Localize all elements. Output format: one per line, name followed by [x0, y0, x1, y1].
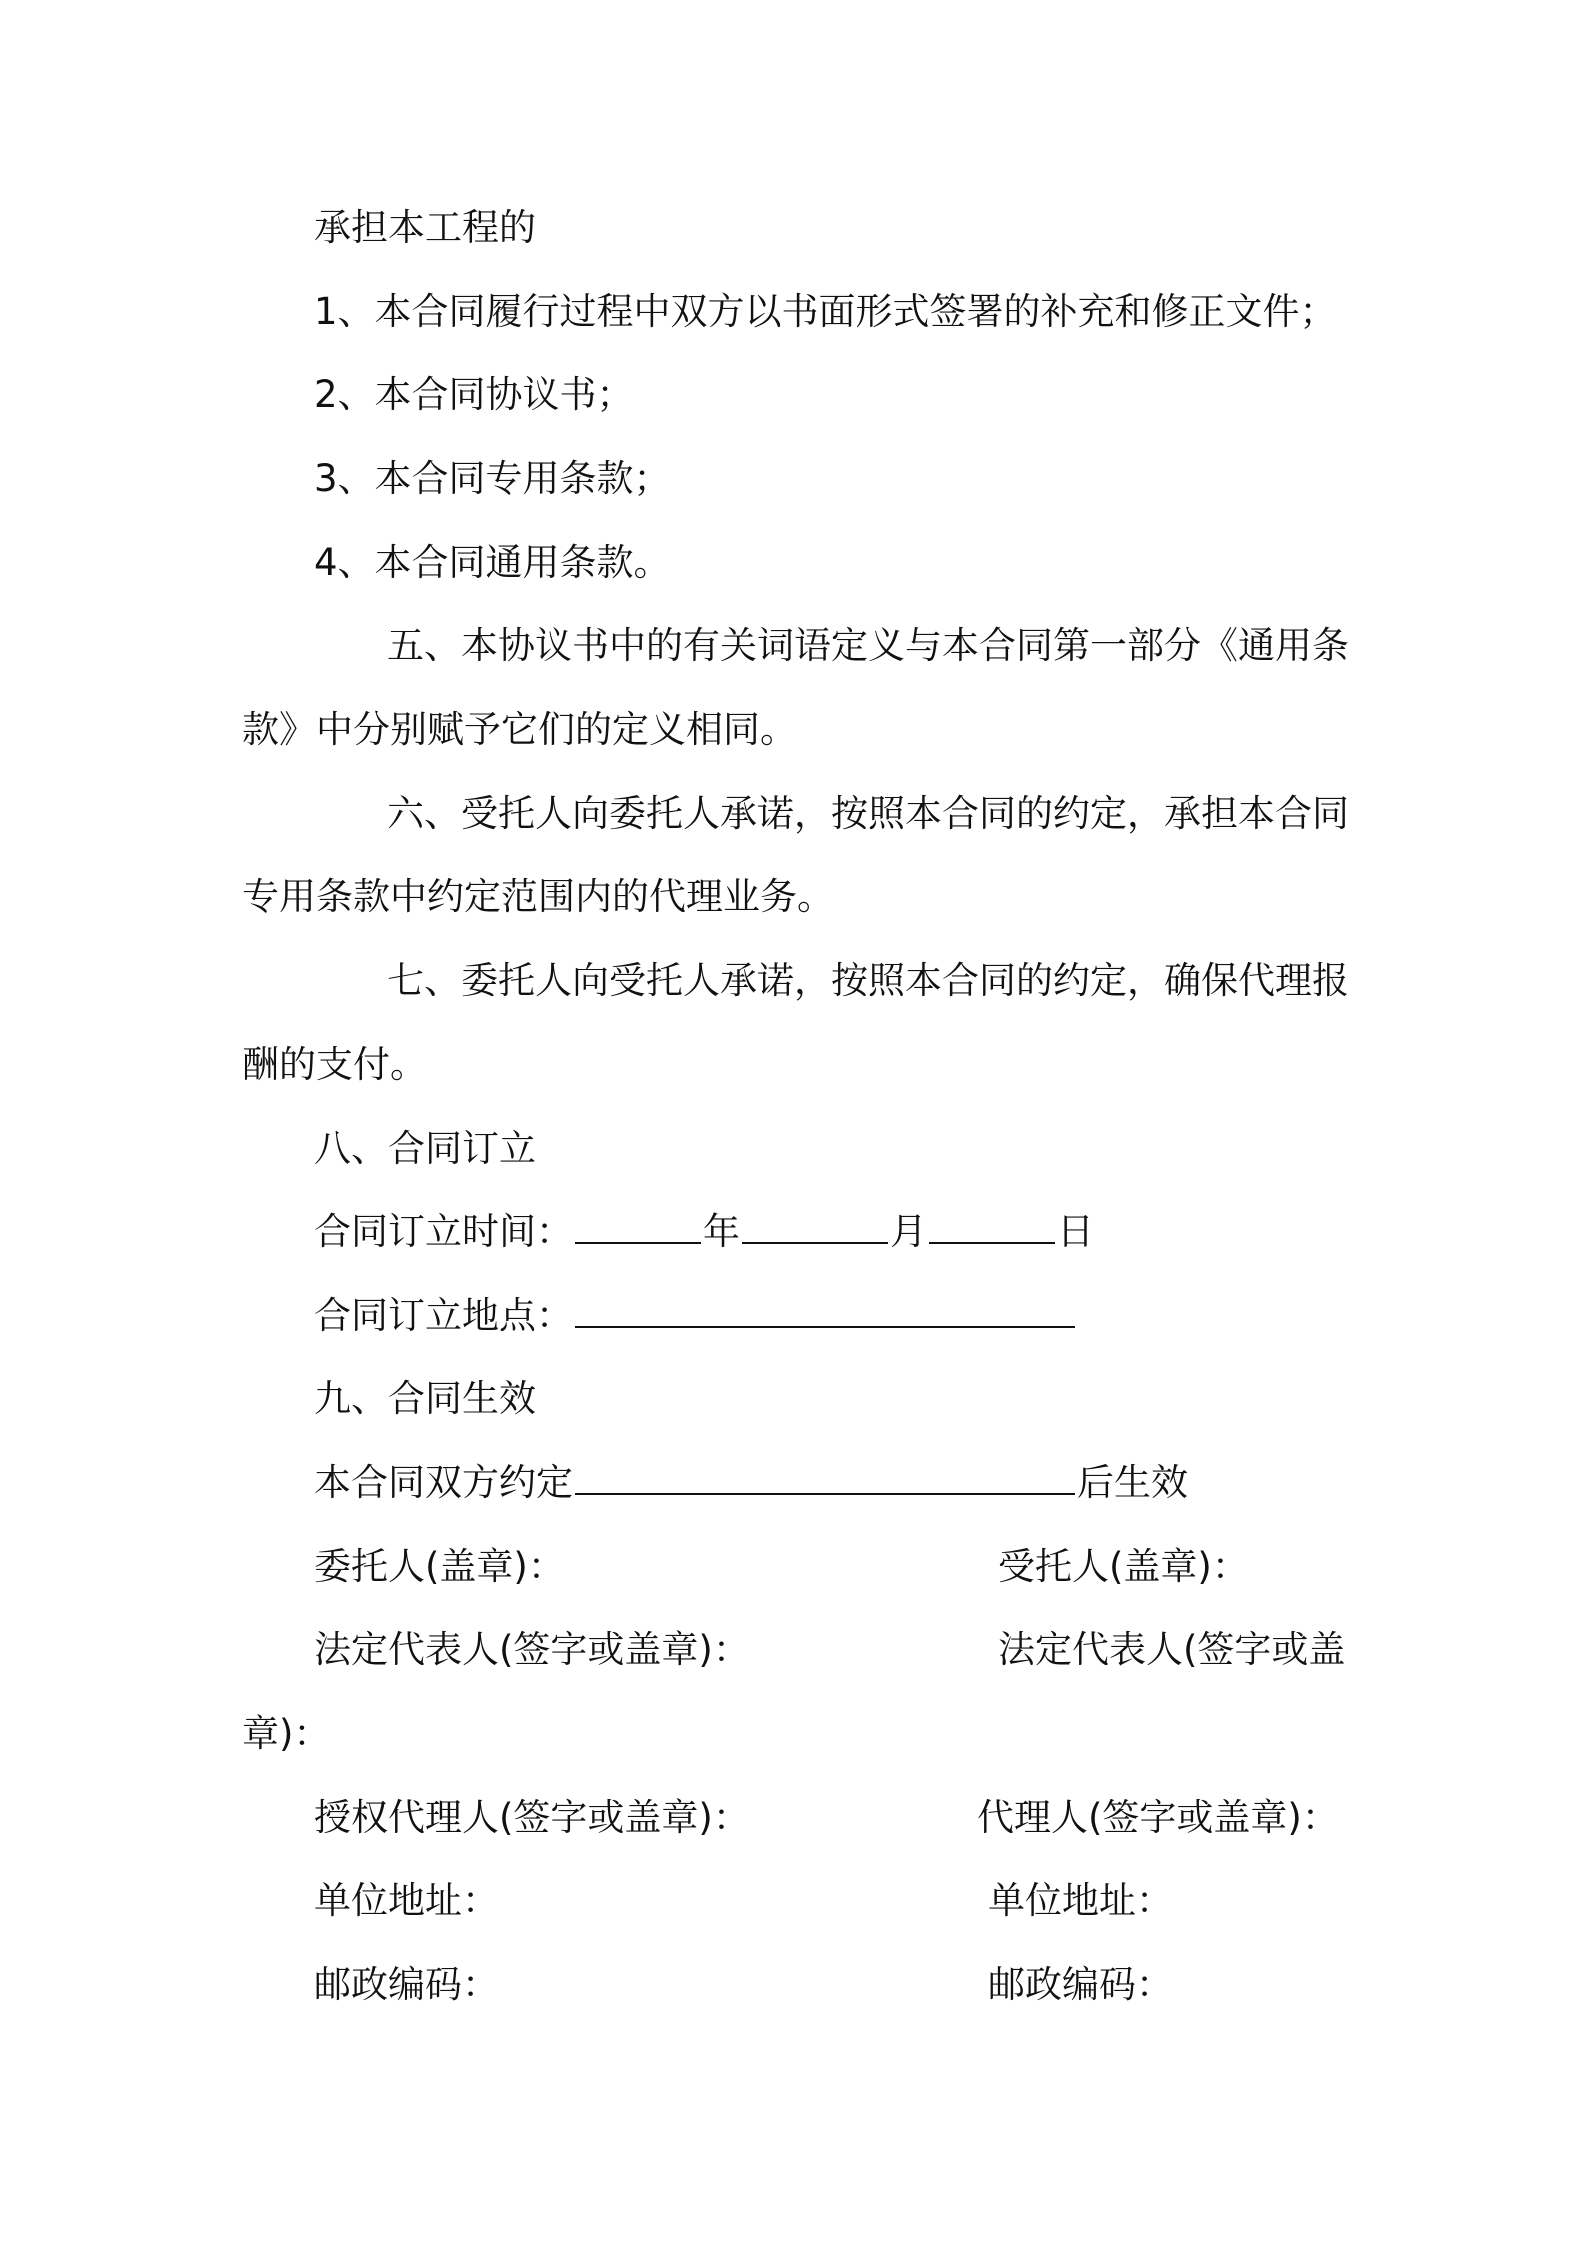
- list-item-3: 3、本合同专用条款；: [314, 457, 671, 500]
- agent-address-label: 单位地址：: [988, 1879, 1173, 1922]
- effect-prefix: 本合同双方约定: [314, 1461, 573, 1504]
- client-rep-label: 法定代表人(签字或盖章)：: [314, 1628, 750, 1671]
- client-address-label: 单位地址：: [314, 1879, 499, 1922]
- agent-postcode-label: 邮政编码：: [988, 1963, 1173, 2006]
- text-line-1: 承担本工程的: [314, 206, 536, 249]
- client-postcode-label: 邮政编码：: [314, 1963, 499, 2006]
- clause-6-line-2: 专用条款中约定范围内的代理业务。: [242, 875, 834, 918]
- day-blank[interactable]: [929, 1208, 1055, 1244]
- agent-rep-label-line-2: 章)：: [242, 1712, 331, 1755]
- agent-rep-label-line-1: 法定代表人(签字或盖: [998, 1628, 1346, 1671]
- clause-7-line-2: 酬的支付。: [242, 1043, 427, 1086]
- list-item-2: 2、本合同协议书；: [314, 373, 634, 416]
- clause-6-line-1: 六、受托人向委托人承诺，按照本合同的约定，承担本合同: [387, 792, 1349, 835]
- signing-time-label: 合同订立时间：: [314, 1210, 573, 1253]
- list-item-4: 4、本合同通用条款。: [314, 541, 671, 584]
- clause-5-line-1: 五、本协议书中的有关词语定义与本合同第一部分《通用条: [387, 624, 1349, 667]
- signing-place-blank[interactable]: [575, 1292, 1075, 1328]
- client-authorized-label: 授权代理人(签字或盖章)：: [314, 1796, 750, 1839]
- effect-row: [314, 1458, 1188, 1508]
- signing-place-row: [314, 1291, 1077, 1341]
- year-label: 年: [703, 1210, 740, 1253]
- clause-8-heading: 八、合同订立: [314, 1127, 536, 1170]
- year-blank[interactable]: [575, 1208, 701, 1244]
- list-item-1: 1、本合同履行过程中双方以书面形式签署的补充和修正文件；: [314, 290, 1337, 333]
- signing-time-row: [314, 1207, 1094, 1257]
- clause-9-heading: 九、合同生效: [314, 1377, 536, 1420]
- client-seal-label: 委托人(盖章)：: [314, 1545, 565, 1588]
- effect-condition-blank[interactable]: [575, 1459, 1075, 1495]
- signing-place-label: 合同订立地点：: [314, 1294, 573, 1337]
- effect-suffix: 后生效: [1077, 1461, 1188, 1504]
- agent-person-label: 代理人(签字或盖章)：: [977, 1796, 1339, 1839]
- clause-5-line-2: 款》中分别赋予它们的定义相同。: [242, 708, 797, 751]
- month-blank[interactable]: [742, 1208, 888, 1244]
- agent-seal-label: 受托人(盖章)：: [998, 1545, 1249, 1588]
- clause-7-line-1: 七、委托人向受托人承诺，按照本合同的约定，确保代理报: [387, 959, 1349, 1002]
- day-label: 日: [1057, 1210, 1094, 1253]
- month-label: 月: [890, 1210, 927, 1253]
